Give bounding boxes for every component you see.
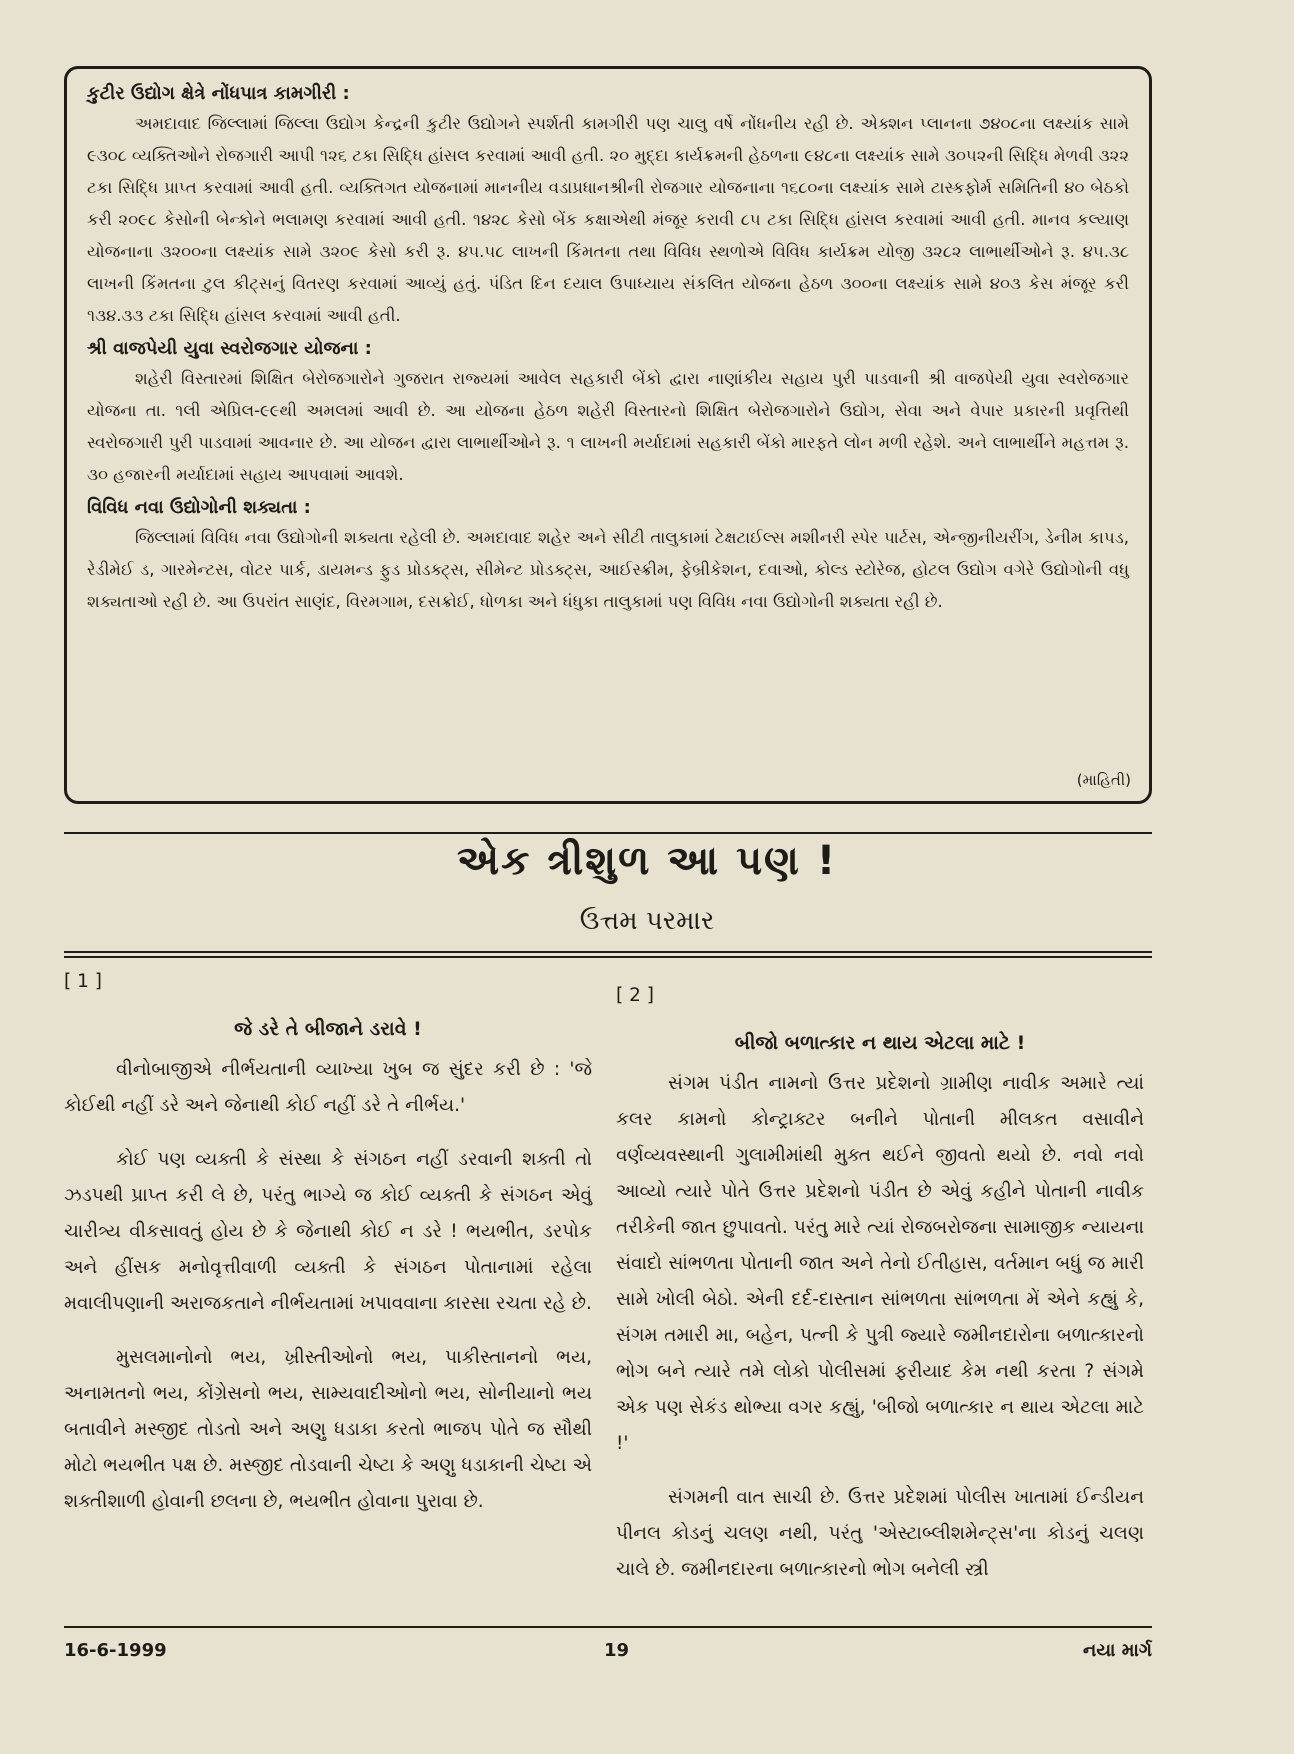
article-author: ઉત્તમ પરમાર (579, 906, 715, 936)
section-1-paragraph-3: મુસલમાનોનો ભય, ખ્રીસ્તીઓનો ભય, પાકીસ્તાનનો ભય, અનામતનો ભય, કોંગ્રેસનો ભય, સામ્યવાદીઓનો ભય, સોનીયાનો ભય બતાવીને મસ્જીદ તોડતો અને અણુ ધડાકા કરતો ભાજપ પોતે જ સૌથી મોટો ભયભીત પક્ષ છે. મસ્જીદ તોડવાની ચેષ્ટા કે અણુ ધડાકાની ચેષ્ટા એ શક્તીશાળી હોવાની છલના છે, ભયભીત હોવાના પુરાવા છે. (64, 1347, 592, 1512)
info-box (64, 66, 1152, 804)
footer-magazine-name: નયા માર્ગ (1082, 1640, 1152, 1661)
box-heading-new-industries: વિવિધ નવા ઉદ્યોગોની શક્યતા : (87, 497, 311, 518)
box-paragraph-cottage-industry: અમદાવાદ જિલ્લામાં જિલ્લા ઉદ્યોગ કેન્દ્રની કુટીર ઉદ્યોગને સ્પર્શતી કામગીરી પણ ચાલુ વર્ષે નોંધનીય રહી છે. એક્શન પ્લાનના ૭૪૦૮ના લક્ષ્યાંક સામે ૯૩૦૮ વ્યક્તિઓને રોજગારી આપી ૧૨૬ ટકા સિદ્ધિ હાંસલ કરવામાં આવી હતી. ૨૦ મુદ્દા કાર્યક્રમની હેઠળના ૯૪૮ના લક્ષ્યાંક સામે ૩૦૫૨ની સિદ્ધિ મેળવી ૩૨૨ ટકા સિદ્ધિ પ્રાપ્ત કરવામાં આવી હતી. વ્યક્તિગત યોજનામાં માનનીય વડાપ્રધાનશ્રીની રોજગાર યોજનાના ૧૬૮૦ના લક્ષ્યાંક સામે ટાસ્કફોર્મ સમિતિની ૪૦ બેઠકો કરી ૨૦૯૮ કેસોની બેન્કોને ભલામણ કરવામાં આવી હતી. ૧૪૨૮ કેસો બેંક કક્ષાએથી મંજૂર કરાવી ૮૫ ટકા સિદ્ધિ હાંસલ કરવામાં આવી હતી. માનવ કલ્યાણ યોજનાના ૩૨૦૦ના લક્ષ્યાંક સામે ૩૨૦૯ કેસો કરી રૂ. ૪૫.૫૮ લાખની કિંમતના તથા વિવિધ સ્થળોએ વિવિધ કાર્યક્રમ યોજી ૩૨૮૨ લાભાર્થીઓને રૂ. ૪૫.૩૮ લાખની કિંમતના ટુલ કીટ્સનું વિતરણ કરવામાં આવ્યું હતું. પંડિત દિન દયાલ ઉપાધ્યાય સંકલિત યોજના હેઠળ ૩૦૦ના લક્ષ્યાંક સામે ૪૦૩ કેસ મંજૂર કરી ૧૩૪.૩૩ ટકા સિદ્ધિ હાંસલ કરવામાં આવી હતી. (87, 114, 1129, 325)
section-heading-1: જે ડરે તે બીજાને ડરાવે ! (234, 1018, 422, 1040)
divider-top (64, 832, 1152, 834)
box-source: (માહિતી) (1076, 771, 1131, 789)
column-gutter (600, 980, 601, 1620)
column-left (64, 964, 592, 1538)
article-title: એક ત્રીશુળ આ પણ ! (456, 838, 838, 884)
section-number-2: [ 2 ] (616, 985, 654, 1006)
section-1-paragraph-1: વીનોબાજીએ નીર્ભયતાની વ્યાખ્યા ખુબ જ સુંદર કરી છે : 'જે કોઈથી નહીં ડરે અને જેનાથી કોઈ નહીં ડરે તે નીર્ભય.' (64, 1059, 592, 1116)
section-number-1: [ 1 ] (64, 971, 102, 992)
footer-date: 16-6-1999 (64, 1640, 167, 1661)
divider-title-upper (64, 951, 1152, 953)
section-heading-2: બીજો બળાત્કાર ન થાય એટલા માટે ! (734, 1032, 1026, 1054)
divider-title-lower (64, 956, 1152, 958)
section-2-paragraph-2: સંગમની વાત સાચી છે. ઉત્તર પ્રદેશમાં પોલીસ ખાતામાં ઈન્ડીયન પીનલ કોડનું ચલણ નથી, પરંતુ 'એસ્ટાબ્લીશમેન્ટ્સ'ના કોડનું ચલણ ચાલે છે. જમીનદારના બળાત્કારનો ભોગ બનેલી સ્ત્રી (616, 1487, 1144, 1580)
box-paragraph-new-industries: જિલ્લામાં વિવિધ નવા ઉદ્યોગોની શક્યતા રહેલી છે. અમદાવાદ શહેર અને સીટી તાલુકામાં ટેક્ષટાઈલ્સ મશીનરી સ્પેર પાર્ટસ, એન્જીનીયરીંગ, ડેનીમ કાપડ, રેડીમેઈ ડ, ગારમેન્ટસ, વોટર પાર્ક, ડાયમન્ડ ફુડ પ્રોડક્ટ્સ, સીમેન્ટ પ્રોડક્ટ્સ, આઈસ્ક્રીમ, ફેબ્રીકેશન, દવાઓ, કોલ્ડ સ્ટોરેજ, હોટલ ઉદ્યોગ વગેરે ઉદ્યોગોની વધુ શક્યતાઓ રહી છે. આ ઉપરાંત સાણંદ, વિરમગામ, દસક્રોઈ, ધોળકા અને ધંધુકા તાલુકામાં પણ વિવિધ નવા ઉદ્યોગોની શક્યતા રહી છે. (87, 528, 1129, 611)
box-heading-vajpayee-scheme: શ્રી વાજપેયી યુવા સ્વરોજગાર યોજના : (87, 338, 372, 359)
footer-page-number: 19 (604, 1640, 630, 1661)
section-2-paragraph-1: સંગમ પંડીત નામનો ઉત્તર પ્રદેશનો ગ્રામીણ નાવીક અમારે ત્યાં કલર કામનો કોન્ટ્રાક્ટર બનીને પોતાની મીલકત વસાવીને વર્ણવ્યવસ્થાની ગુલામીમાંથી મુક્ત થઈને જીવતો થયો છે. નવો નવો આવ્યો ત્યારે પોતે ઉત્તર પ્રદેશનો પંડીત છે એવું કહીને પોતાની નાવીક તરીકેની જાત છુપાવતો. પરંતુ મારે ત્યાં રોજબરોજના સામાજીક ન્યાયના સંવાદો સાંભળતા પોતાની જાત અને તેનો ઈતીહાસ, વર્તમાન બધું જ મારી સામે ખોલી બેઠો. એની દર્દ-દાસ્તાન સાંભળતા સાંભળતા મેં એને કહ્યું કે, સંગમ તમારી મા, બહેન, પત્ની કે પુત્રી જ્યારે જમીનદારોના બળાત્કારનો ભોગ બને ત્યારે તમે લોકો પોલીસમાં ફરીયાદ કેમ નથી કરતા ? સંગમે એક પણ સેકંડ થોભ્યા વગર કહ્યું, 'બીજો બળાત્કાર ન થાય એટલા માટે !' (616, 1073, 1144, 1454)
box-paragraph-vajpayee-scheme: શહેરી વિસ્તારમાં શિક્ષિત બેરોજગારોને ગુજરાત રાજ્યમાં આવેલ સહકારી બેંકો દ્વારા નાણાંકીય સહાય પુરી પાડવાની શ્રી વાજપેયી યુવા સ્વરોજગાર યોજના તા. ૧લી એપ્રિલ-૯૯થી અમલમાં આવી છે. આ યોજના હેઠળ શહેરી વિસ્તારનો શિક્ષિત બેરોજગારોને ઉદ્યોગ, સેવા અને વેપાર પ્રકારની પ્રવૃત્તિથી સ્વરોજગારી પુરી પાડવામાં આવનાર છે. આ યોજન દ્વારા લાભાર્થીઓને રૂ. ૧ લાખની મર્યાદામાં સહકારી બેંકો મારફતે લોન મળી રહેશે. અને લાભાર્થીને મહત્તમ રૂ. ૩૦ હજારની મર્યાદામાં સહાય આપવામાં આવશે. (87, 369, 1129, 484)
box-heading-cottage-industry: કુટીર ઉદ્યોગ ક્ષેત્રે નોંધપાત્ર કામગીરી : (87, 83, 350, 104)
section-1-paragraph-2: કોઈ પણ વ્યક્તી કે સંસ્થા કે સંગઠન નહીં ડરવાની શક્તી તો ઝડપથી પ્રાપ્ત કરી લે છે, પરંતુ ભાગ્યે જ કોઈ વ્યક્તી કે સંગઠન એવું ચારીત્ર્ય વીકસાવતું હોય છે કે જેનાથી કોઈ ન ડરે ! ભયભીત, ડરપોક અને હીંસક મનોવૃત્તીવાળી વ્યક્તી કે સંગઠન પોતાનામાં રહેલા મવાલીપણાની અરાજકતાને નીર્ભયતામાં ખપાવવાના કારસા રચતા રહે છે. (64, 1149, 592, 1314)
column-right (616, 964, 1144, 1606)
divider-footer (64, 1626, 1152, 1628)
